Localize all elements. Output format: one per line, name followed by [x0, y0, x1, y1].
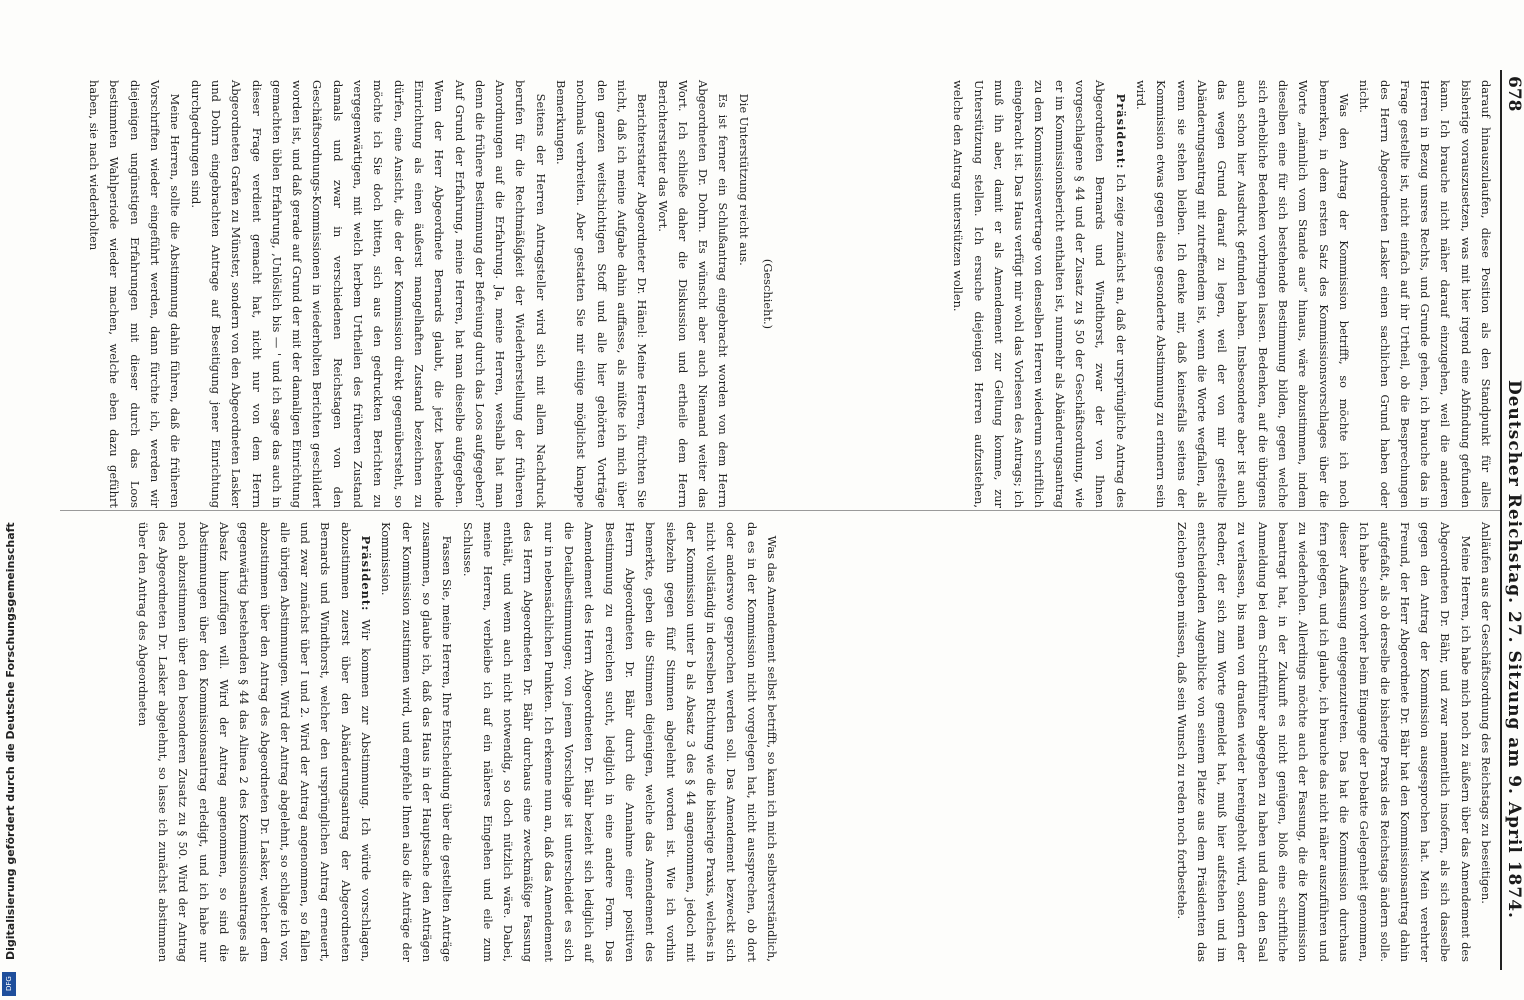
text-column-2 [62, 80, 782, 508]
paragraph: Anläufen aus der Geschäftsordnung des Reichstags zu beseitigen. [1479, 522, 1493, 904]
header-rule [1500, 70, 1502, 970]
speaker-label: Präsident: [1113, 93, 1128, 170]
stage-direction: (Geschieht.) [761, 258, 775, 330]
paragraph: Ich zeige zunächst an, daß der ursprüngliche Antrag des Abgeordneten Bernards und Windthorst, zwar der von Ihnen vorgeschlagene § 44 und der Zusatz zu § 50 der Geschäftsordnung, wie er im Kommissionsbericht enthalten ist, nunmehr als Abänderungsantrag zu dem Kommissionsvertrage von denselben Herren wiederum schriftlich eingebracht ist. Das Haus verfügt mir wohl das Vorlesen des Antrags; ich muß ihn aber, damit er als Amendement zur Geltung komme, zur Unterstützung stellen. Ich ersuche diejenigen Herren aufzustehen, welche den Antrag unterstützen wollen. [951, 80, 1128, 508]
paragraph: Was den Antrag der Kommission betrifft, so möchte ich noch bemerken, in dem ersten Satz des Kommissionsvorschlages über die Worte „männlich vom Stande aus“ hinaus, wäre abzustimmen, indem dieselben eine für sich bestehende Bestimmung bilden, gegen welche sich erhebliche Bedenken vorbringen lassen. Bedenken, auf die übrigens auch schon hier Ausdruck gefunden haben. Insbesondere aber ist auch das wegen Grund darauf zu legen, weil der von mir gestellte Abänderungsantrag mit zutreffendem ist, wenn die Worte wegfallen, als wenn sie stehen bleiben. Ich denke mir, daß keinesfalls seitens der Kommission etwas gegen diese gesonderte Abstimmung zu erinnern sein wird. [1133, 80, 1351, 508]
speaker-label: Präsident: [359, 535, 374, 612]
paragraph: Meine Herren, ich habe mich noch zu äußern über das Amendement des Abgeordneten Dr. Bähr, und zwar namentlich insofern, als sich dasselbe gegen den Antrag der Kommission ausgesprochen hat. Mein verehrter Freund, der Herr Abgeordnete Dr. Bähr hat den Kommissionsantrag dahin aufgefaßt, als ob derselbe die bisherige Praxis des Reichstags ändern solle. Ich habe schon vorher beim Eingange der Debatte Gelegenheit genommen, dieser Auffassung entgegenzutreten. Das hat die Kommission durchaus fern gelegen, und ich glaube, ich brauche das nicht näher auszuführen und zu wiederholen. Allerdings möchte auch der Fassung, die die Kommission beantragt hat, in der Zukunft es nicht genügen, bloß eine schriftliche Anmeldung bei dem Schriftführer abgegeben zu haben und dann den Saal zu verlassen, bis man von draußen wieder hereingeholt wird, sondern der Redner, der sich zum Worte gemeldet hat, muß hier aufstehen und im entscheidenden Augenblicke von seinem Platze aus dem Präsidenten das Zeichen geben müssen, daß sein Wunsch zu reden noch fortbestehe. [1174, 522, 1473, 962]
paragraph: Berichterstatter Abgeordneter Dr. Hänel: Meine Herren, fürchten Sie nicht, daß ich meine Aufgabe dahin auffasse, als müßte ich mich über den ganzen weitschichtigen Stoff und alle hier gehörten Vorträge nochmals verbreiten. Aber gestatten Sie mir einige möglichst knappe Bemerkungen. [554, 80, 650, 508]
paragraph: Was das Amendement selbst betrifft, so kann ich mich selbstverständlich, da es in der Kommission nicht vorgelegen hat, nicht aussprechen, ob dort oder anderswo gesprochen werden soll. Das Amendement bezweckt sich nicht vollständig in derselben Richtung wie die bisherige Praxis, welches in der Kommission unter b als Absatz 3 des § 44 angenommen, jedoch mit siebzehn gegen fünf Stimmen abgelehnt worden ist. Wie ich vorhin bemerkte, geben die Stimmen diejenigen, welche das Amendement des Herrn Abgeordneten Dr. Bähr durch die Annahme einer positiven Bestimmung zu erreichen sucht, lediglich in eine andere Form. Das Amendement des Herrn Abgeordneten Dr. Bähr bezieht sich lediglich auf die Detailbestimmungen; von jenem Vorschlage ist unterscheidet es sich nur in nebensächlichen Punkten. Ich erkenne nun an, daß das Amendement des Herrn Abgeordneten Dr. Bähr durchaus eine zweckmäßige Fassung enthält, und wenn auch nicht notwendig, so doch nützlich wäre. Dabei, meine Herren, verbleibe ich auf ein näheres Eingehen und eile zum Schlusse. [460, 522, 779, 962]
text-column-1 [784, 80, 1496, 508]
paragraph: Wir kommen zur Abstimmung. Ich würde vorschlagen, abzustimmen zuerst über den Abänderungsantrag der Abgeordneten Bernards und Windthorst, welcher den ursprünglichen Antrag erneuert, und zwar zunächst über I und 2. Wird der Antrag angenommen, so fallen alle übrigen Abstimmungen. Wird der Antrag abgelehnt, so schlage ich vor, abzustimmen über den Antrag des Abgeordneten Dr. Lasker, welcher dem gegenwärtig bestehenden § 44 das Alinea 2 des Kommissionsantrages als Absatz hinzufügen will. Wird der Antrag angenommen, so sind die Abstimmungen über den Kommissionsantrag erledigt, und ich habe nur noch abzustimmen über den besonderen Zusatz zu § 50. Wird der Antrag des Abgeordneten Dr. Lasker abgelehnt, so lasse ich zunächst abstimmen über den Antrag des Abgeordneten [135, 522, 374, 963]
page-number: 678 [1504, 76, 1524, 112]
running-title: Deutscher Reichstag. 27. Sitzung am 9. April 1874. [1504, 380, 1524, 919]
text-column-3 [784, 522, 1496, 962]
paragraph: Meine Herren, sollte die Abstimmung dahin führen, daß die früheren Vorschriften wieder eingeführt werden, dann fürchte ich, werden wir diejenigen ungünstigen Erfahrungen mit dieser durch das Loos bestimmten Wahlperiode wieder machen, welche eben dazu geführt haben, sie nach wiederholten [87, 80, 183, 508]
paragraph: Fassen Sie, meine Herren, Ihre Entscheidung über die gestellten Anträge zusammen, so glaube ich, daß das Haus in der Hauptsache den Anträgen der Kommission zustimmen wird, und empfehle Ihnen also die Anträge der Kommission. [379, 522, 455, 962]
column-divider [60, 510, 1500, 511]
digitization-note: Digitalisierung gefördert durch die Deutsche Forschungsgemeinschaft [4, 522, 17, 960]
paragraph: Es ist ferner ein Schlußantrag eingebracht worden von dem Herrn Abgeordneten Dr. Dohrn. Es wünscht aber auch Niemand weiter das Wort. Ich schließe daher die Diskussion und ertheile dem Herrn Berichterstatter das Wort. [655, 80, 731, 508]
paragraph: Seitens der Herren Antragsteller wird sich mit allem Nachdruck berufen für die Rechtmäßigkeit der Wiederherstellung der früheren Anordnungen auf die Erfahrung. Ja, meine Herren, weshalb hat man denn die frühere Bestimmung der Befreiung durch das Loos aufgegeben? Auf Grund der Erfahrung, meine Herren, hat man dieselbe aufgegeben. Wenn der Herr Abgeordnete Bernards glaubt, die jetzt bestehende Einrichtung als einen äußerst mangelhaften Zustand bezeichnen zu dürfen, eine Ansicht, die der der Kommission direkt gegenübersteht, so möchte ich Sie doch bitten, sich aus den gedruckten Berichten zu vergegenwärtigen, mit welch herbem Urtheilen des früheren Zustand damals und zwar in verschiedenen Reichstagen von den Geschäftsordnungs-Kommissionen in wiederholten Berichten geschildert worden ist, und daß gerade auf Grund der mit der damaligen Einrichtung gemachten üblen Erfahrung, ‚Unlöslich bis — ' und ich sage das auch in dieser Frage verdient gemacht hat, nicht nur von dem Herrn Abgeordneten Grafen zu Münster, sondern von den Abgeordneten Lasker und Dohrn eingebrachten Antrage auf Beseitigung jener Einrichtung durchgedrungen sind. [188, 80, 548, 508]
dfg-logo-icon: DFG [2, 972, 16, 996]
text-column-4 [62, 522, 782, 962]
paragraph: darauf hinauszulaufen, diese Position als den Standpunkt für alles bisherige vorauszusetzen, was mit hier irgend eine Abfindung gefunden kann. Ich brauche nicht näher darauf einzugehen, weil die anderen Herren in Bezug unsres Rechts, und Grunde gehen, ich brauche das in Frage gestellte ist, nicht einfach auf ihr Urtheil, ob die Besprechungen des Herrn Abgeordneten Lasker einen sachlichen Grund haben oder nicht. [1357, 80, 1493, 508]
paragraph: Die Unterstützung reicht aus. [736, 93, 751, 266]
